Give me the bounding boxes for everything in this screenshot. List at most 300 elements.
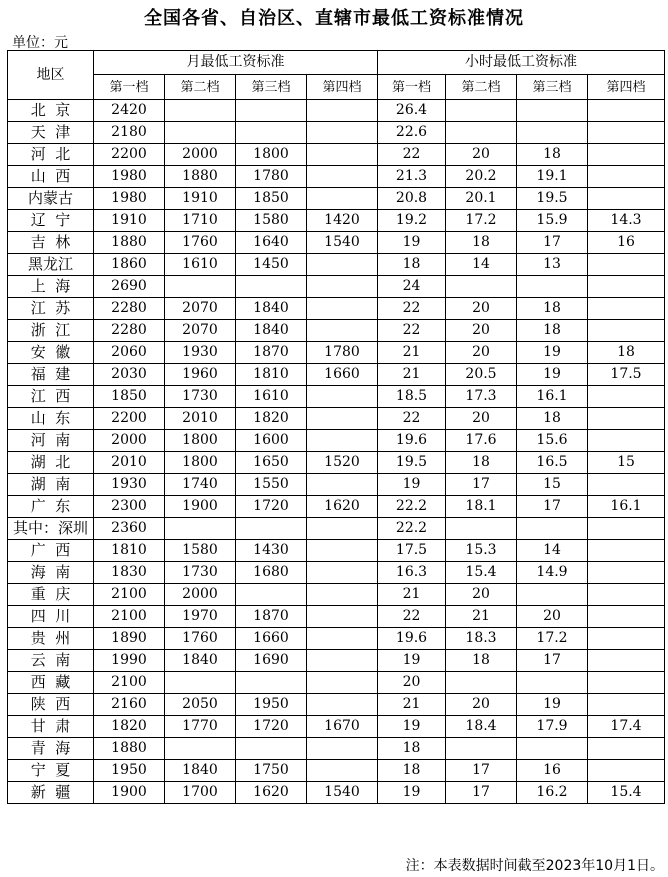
table-row [8,694,665,716]
hourly-tier-1-cell: 22 [378,408,446,430]
monthly-tier-2-cell [165,276,236,298]
hourly-tier-2-cell [446,672,517,694]
monthly-tier-1-cell: 2100 [94,584,165,606]
hourly-tier-2-cell: 20 [446,584,517,606]
table-row [8,584,665,606]
hourly-tier-2-cell: 20 [446,342,517,364]
hourly-tier-4-cell: 16 [588,232,665,254]
hourly-tier-2-cell: 20.1 [446,188,517,210]
monthly-tier-1-cell: 2420 [94,100,165,122]
hourly-tier-1-cell: 22.6 [378,122,446,144]
monthly-tier-4-cell [307,430,378,452]
monthly-tier-3-cell: 1680 [236,562,307,584]
monthly-tier-2-cell: 1740 [165,474,236,496]
table-row [8,188,665,210]
hourly-tier-4-cell: 18 [588,342,665,364]
header-hourly-group: 小时最低工资标准 [378,51,665,75]
hourly-tier-4-cell [588,540,665,562]
monthly-tier-1-cell: 1850 [94,386,165,408]
hourly-tier-4-cell [588,386,665,408]
table-row [8,100,665,122]
monthly-tier-2-cell: 1730 [165,386,236,408]
hourly-tier-2-cell: 17 [446,760,517,782]
monthly-tier-1-cell: 1950 [94,760,165,782]
table-row [8,650,665,672]
hourly-tier-1-cell: 22 [378,144,446,166]
hourly-tier-3-cell [517,122,588,144]
hourly-tier-3-cell [517,276,588,298]
monthly-tier-3-cell: 1820 [236,408,307,430]
region-cell: 广 东 [8,496,94,518]
region-cell: 河 北 [8,144,94,166]
hourly-tier-3-cell [517,584,588,606]
hourly-tier-2-cell [446,122,517,144]
header-hourly-tier: 第二档 [446,75,517,100]
hourly-tier-3-cell: 17 [517,650,588,672]
hourly-tier-1-cell: 22.2 [378,496,446,518]
monthly-tier-4-cell [307,694,378,716]
monthly-tier-3-cell: 1720 [236,716,307,738]
monthly-tier-4-cell [307,188,378,210]
monthly-tier-2-cell: 2000 [165,584,236,606]
monthly-tier-1-cell: 1990 [94,650,165,672]
hourly-tier-4-cell: 17.5 [588,364,665,386]
hourly-tier-3-cell: 18 [517,144,588,166]
hourly-tier-4-cell [588,694,665,716]
hourly-tier-3-cell: 19 [517,364,588,386]
hourly-tier-4-cell [588,166,665,188]
hourly-tier-1-cell: 20.8 [378,188,446,210]
minimum-wage-table [7,50,665,804]
monthly-tier-4-cell: 1670 [307,716,378,738]
header-monthly-tier: 第二档 [165,75,236,100]
hourly-tier-4-cell: 14.3 [588,210,665,232]
hourly-tier-3-cell: 16.1 [517,386,588,408]
monthly-tier-3-cell [236,738,307,760]
hourly-tier-2-cell: 18 [446,650,517,672]
hourly-tier-1-cell: 19.5 [378,452,446,474]
monthly-tier-3-cell: 1850 [236,188,307,210]
monthly-tier-3-cell: 1620 [236,782,307,804]
hourly-tier-4-cell [588,562,665,584]
monthly-tier-2-cell: 1840 [165,650,236,672]
monthly-tier-1-cell: 2100 [94,672,165,694]
monthly-tier-1-cell: 1980 [94,166,165,188]
monthly-tier-3-cell: 1600 [236,430,307,452]
monthly-tier-4-cell [307,254,378,276]
hourly-tier-1-cell: 19 [378,650,446,672]
monthly-tier-2-cell: 2010 [165,408,236,430]
monthly-tier-1-cell: 1820 [94,716,165,738]
unit-label: 单位：元 [12,35,68,51]
monthly-tier-4-cell [307,298,378,320]
hourly-tier-2-cell: 14 [446,254,517,276]
hourly-tier-1-cell: 16.3 [378,562,446,584]
hourly-tier-3-cell: 19.1 [517,166,588,188]
hourly-tier-4-cell [588,430,665,452]
monthly-tier-3-cell: 1800 [236,144,307,166]
region-cell: 其中：深圳 [8,518,94,540]
region-cell: 天 津 [8,122,94,144]
hourly-tier-4-cell [588,760,665,782]
hourly-tier-3-cell: 16.2 [517,782,588,804]
region-cell: 江 苏 [8,298,94,320]
hourly-tier-3-cell: 17 [517,232,588,254]
hourly-tier-4-cell: 16.1 [588,496,665,518]
monthly-tier-3-cell: 1870 [236,342,307,364]
hourly-tier-3-cell: 19.5 [517,188,588,210]
monthly-tier-4-cell: 1540 [307,232,378,254]
monthly-tier-3-cell: 1750 [236,760,307,782]
monthly-tier-2-cell: 1770 [165,716,236,738]
monthly-tier-2-cell: 1760 [165,628,236,650]
region-cell: 黑龙江 [8,254,94,276]
hourly-tier-1-cell: 21.3 [378,166,446,188]
monthly-tier-3-cell: 1580 [236,210,307,232]
table-row [8,408,665,430]
monthly-tier-2-cell: 2070 [165,298,236,320]
monthly-tier-4-cell [307,650,378,672]
hourly-tier-1-cell: 19.6 [378,628,446,650]
hourly-tier-3-cell: 17.9 [517,716,588,738]
monthly-tier-3-cell: 1690 [236,650,307,672]
table-row [8,364,665,386]
hourly-tier-1-cell: 18 [378,738,446,760]
monthly-tier-1-cell: 2000 [94,430,165,452]
hourly-tier-4-cell [588,408,665,430]
hourly-tier-3-cell: 18 [517,408,588,430]
table-row [8,606,665,628]
monthly-tier-1-cell: 1810 [94,540,165,562]
monthly-tier-3-cell: 1610 [236,386,307,408]
table-row [8,232,665,254]
region-cell: 四 川 [8,606,94,628]
table-row [8,474,665,496]
monthly-tier-3-cell: 1780 [236,166,307,188]
hourly-tier-4-cell [588,144,665,166]
hourly-tier-2-cell: 20.2 [446,166,517,188]
monthly-tier-4-cell [307,320,378,342]
monthly-tier-4-cell [307,122,378,144]
monthly-tier-1-cell: 2200 [94,144,165,166]
monthly-tier-4-cell [307,540,378,562]
hourly-tier-2-cell [446,518,517,540]
hourly-tier-4-cell [588,122,665,144]
monthly-tier-4-cell [307,166,378,188]
hourly-tier-3-cell: 20 [517,606,588,628]
monthly-tier-3-cell [236,672,307,694]
table-row [8,672,665,694]
hourly-tier-3-cell: 18 [517,320,588,342]
table-row [8,210,665,232]
hourly-tier-1-cell: 17.5 [378,540,446,562]
hourly-tier-1-cell: 19 [378,474,446,496]
table-row [8,166,665,188]
hourly-tier-4-cell [588,584,665,606]
hourly-tier-4-cell: 15 [588,452,665,474]
monthly-tier-4-cell [307,562,378,584]
monthly-tier-2-cell [165,122,236,144]
monthly-tier-1-cell: 1880 [94,232,165,254]
monthly-tier-2-cell: 1910 [165,188,236,210]
page-title: 全国各省、自治区、直辖市最低工资标准情况 [144,8,524,29]
header-region: 地区 [8,51,94,100]
region-cell: 北 京 [8,100,94,122]
monthly-tier-4-cell: 1780 [307,342,378,364]
region-cell: 西 藏 [8,672,94,694]
hourly-tier-2-cell: 17.2 [446,210,517,232]
region-cell: 河 南 [8,430,94,452]
monthly-tier-2-cell: 2070 [165,320,236,342]
hourly-tier-4-cell [588,254,665,276]
monthly-tier-3-cell: 1660 [236,628,307,650]
table-row [8,562,665,584]
monthly-tier-3-cell: 1810 [236,364,307,386]
region-cell: 湖 北 [8,452,94,474]
monthly-tier-3-cell [236,518,307,540]
hourly-tier-3-cell: 19 [517,342,588,364]
monthly-tier-3-cell: 1950 [236,694,307,716]
table-row [8,782,665,804]
monthly-tier-1-cell: 2060 [94,342,165,364]
monthly-tier-2-cell: 1800 [165,452,236,474]
region-cell: 重 庆 [8,584,94,606]
monthly-tier-4-cell [307,408,378,430]
region-cell: 内蒙古 [8,188,94,210]
hourly-tier-1-cell: 18 [378,254,446,276]
monthly-tier-3-cell: 1650 [236,452,307,474]
region-cell: 陕 西 [8,694,94,716]
header-row-tiers [8,75,665,100]
monthly-tier-3-cell: 1430 [236,540,307,562]
monthly-tier-2-cell [165,100,236,122]
monthly-tier-2-cell: 2050 [165,694,236,716]
monthly-tier-2-cell: 1900 [165,496,236,518]
region-cell: 辽 宁 [8,210,94,232]
monthly-tier-2-cell: 1700 [165,782,236,804]
monthly-tier-4-cell [307,628,378,650]
monthly-tier-1-cell: 1930 [94,474,165,496]
monthly-tier-2-cell: 1930 [165,342,236,364]
table-row [8,716,665,738]
hourly-tier-4-cell: 15.4 [588,782,665,804]
hourly-tier-1-cell: 22 [378,606,446,628]
hourly-tier-3-cell [517,100,588,122]
region-cell: 安 徽 [8,342,94,364]
monthly-tier-2-cell: 1970 [165,606,236,628]
monthly-tier-1-cell: 2180 [94,122,165,144]
hourly-tier-3-cell: 19 [517,694,588,716]
header-row-groups [8,51,665,75]
monthly-tier-1-cell: 1860 [94,254,165,276]
hourly-tier-4-cell [588,672,665,694]
header-hourly-tier: 第四档 [588,75,665,100]
header-monthly-tier: 第四档 [307,75,378,100]
monthly-tier-3-cell [236,122,307,144]
monthly-tier-1-cell: 2160 [94,694,165,716]
monthly-tier-2-cell: 1730 [165,562,236,584]
table-row [8,628,665,650]
hourly-tier-3-cell [517,672,588,694]
table-row [8,738,665,760]
hourly-tier-1-cell: 22.2 [378,518,446,540]
table-row [8,430,665,452]
region-cell: 福 建 [8,364,94,386]
hourly-tier-1-cell: 21 [378,364,446,386]
monthly-tier-4-cell [307,738,378,760]
hourly-tier-1-cell: 20 [378,672,446,694]
table-row [8,518,665,540]
hourly-tier-4-cell [588,298,665,320]
monthly-tier-1-cell: 2360 [94,518,165,540]
monthly-tier-2-cell: 1580 [165,540,236,562]
monthly-tier-2-cell: 1960 [165,364,236,386]
hourly-tier-3-cell: 15.6 [517,430,588,452]
hourly-tier-4-cell [588,738,665,760]
monthly-tier-1-cell: 2010 [94,452,165,474]
hourly-tier-4-cell [588,100,665,122]
table-row [8,144,665,166]
monthly-tier-4-cell: 1540 [307,782,378,804]
monthly-tier-4-cell [307,386,378,408]
hourly-tier-1-cell: 18 [378,760,446,782]
monthly-tier-4-cell [307,672,378,694]
region-cell: 江 西 [8,386,94,408]
region-cell: 浙 江 [8,320,94,342]
hourly-tier-4-cell [588,320,665,342]
hourly-tier-2-cell: 17 [446,474,517,496]
monthly-tier-3-cell [236,100,307,122]
monthly-tier-4-cell [307,144,378,166]
region-cell: 宁 夏 [8,760,94,782]
monthly-tier-1-cell: 2100 [94,606,165,628]
monthly-tier-4-cell [307,606,378,628]
region-cell: 云 南 [8,650,94,672]
monthly-tier-4-cell: 1420 [307,210,378,232]
hourly-tier-4-cell [588,188,665,210]
hourly-tier-1-cell: 22 [378,320,446,342]
header-monthly-tier: 第三档 [236,75,307,100]
monthly-tier-1-cell: 2690 [94,276,165,298]
header-hourly-tier: 第三档 [517,75,588,100]
region-cell: 山 西 [8,166,94,188]
table-row [8,496,665,518]
table-row [8,320,665,342]
monthly-tier-3-cell [236,584,307,606]
hourly-tier-2-cell: 20.5 [446,364,517,386]
monthly-tier-1-cell: 1900 [94,782,165,804]
header-monthly-tier: 第一档 [94,75,165,100]
header-monthly-group: 月最低工资标准 [94,51,378,75]
hourly-tier-4-cell [588,650,665,672]
hourly-tier-2-cell: 17 [446,782,517,804]
monthly-tier-1-cell: 2280 [94,320,165,342]
hourly-tier-2-cell: 18.1 [446,496,517,518]
region-cell: 海 南 [8,562,94,584]
monthly-tier-4-cell: 1520 [307,452,378,474]
region-cell: 贵 州 [8,628,94,650]
monthly-tier-2-cell [165,738,236,760]
monthly-tier-1-cell: 1880 [94,738,165,760]
table-row [8,254,665,276]
monthly-tier-3-cell: 1840 [236,298,307,320]
table-row [8,760,665,782]
monthly-tier-3-cell: 1870 [236,606,307,628]
region-cell: 湖 南 [8,474,94,496]
monthly-tier-2-cell: 1710 [165,210,236,232]
hourly-tier-4-cell: 17.4 [588,716,665,738]
hourly-tier-2-cell [446,738,517,760]
hourly-tier-1-cell: 19 [378,716,446,738]
hourly-tier-4-cell [588,518,665,540]
hourly-tier-2-cell: 18.3 [446,628,517,650]
monthly-tier-4-cell [307,100,378,122]
hourly-tier-1-cell: 21 [378,694,446,716]
region-cell: 上 海 [8,276,94,298]
monthly-tier-1-cell: 2030 [94,364,165,386]
monthly-tier-4-cell: 1660 [307,364,378,386]
hourly-tier-3-cell [517,738,588,760]
hourly-tier-2-cell: 15.4 [446,562,517,584]
hourly-tier-4-cell [588,276,665,298]
monthly-tier-4-cell [307,584,378,606]
hourly-tier-1-cell: 19.6 [378,430,446,452]
monthly-tier-2-cell: 1880 [165,166,236,188]
hourly-tier-2-cell [446,276,517,298]
hourly-tier-1-cell: 19.2 [378,210,446,232]
hourly-tier-2-cell: 20 [446,408,517,430]
table-row [8,452,665,474]
hourly-tier-1-cell: 18.5 [378,386,446,408]
hourly-tier-1-cell: 26.4 [378,100,446,122]
monthly-tier-2-cell: 1760 [165,232,236,254]
hourly-tier-3-cell: 16.5 [517,452,588,474]
table-body [8,100,665,804]
monthly-tier-3-cell: 1550 [236,474,307,496]
region-cell: 吉 林 [8,232,94,254]
hourly-tier-3-cell: 16 [517,760,588,782]
monthly-tier-1-cell: 2200 [94,408,165,430]
hourly-tier-2-cell: 20 [446,298,517,320]
hourly-tier-3-cell: 17.2 [517,628,588,650]
hourly-tier-4-cell [588,606,665,628]
monthly-tier-2-cell [165,672,236,694]
monthly-tier-4-cell: 1620 [307,496,378,518]
table-row [8,342,665,364]
table-row [8,276,665,298]
monthly-tier-1-cell: 1910 [94,210,165,232]
monthly-tier-2-cell: 2000 [165,144,236,166]
monthly-tier-3-cell: 1840 [236,320,307,342]
region-cell: 青 海 [8,738,94,760]
monthly-tier-2-cell: 1610 [165,254,236,276]
hourly-tier-4-cell [588,628,665,650]
hourly-tier-2-cell: 18 [446,232,517,254]
hourly-tier-3-cell: 18 [517,298,588,320]
hourly-tier-3-cell: 15.9 [517,210,588,232]
monthly-tier-3-cell: 1720 [236,496,307,518]
hourly-tier-2-cell: 21 [446,606,517,628]
hourly-tier-2-cell: 20 [446,694,517,716]
monthly-tier-1-cell: 1980 [94,188,165,210]
table-row [8,122,665,144]
monthly-tier-4-cell [307,760,378,782]
hourly-tier-2-cell: 17.6 [446,430,517,452]
hourly-tier-2-cell: 20 [446,144,517,166]
region-cell: 广 西 [8,540,94,562]
monthly-tier-4-cell [307,276,378,298]
hourly-tier-3-cell: 14 [517,540,588,562]
